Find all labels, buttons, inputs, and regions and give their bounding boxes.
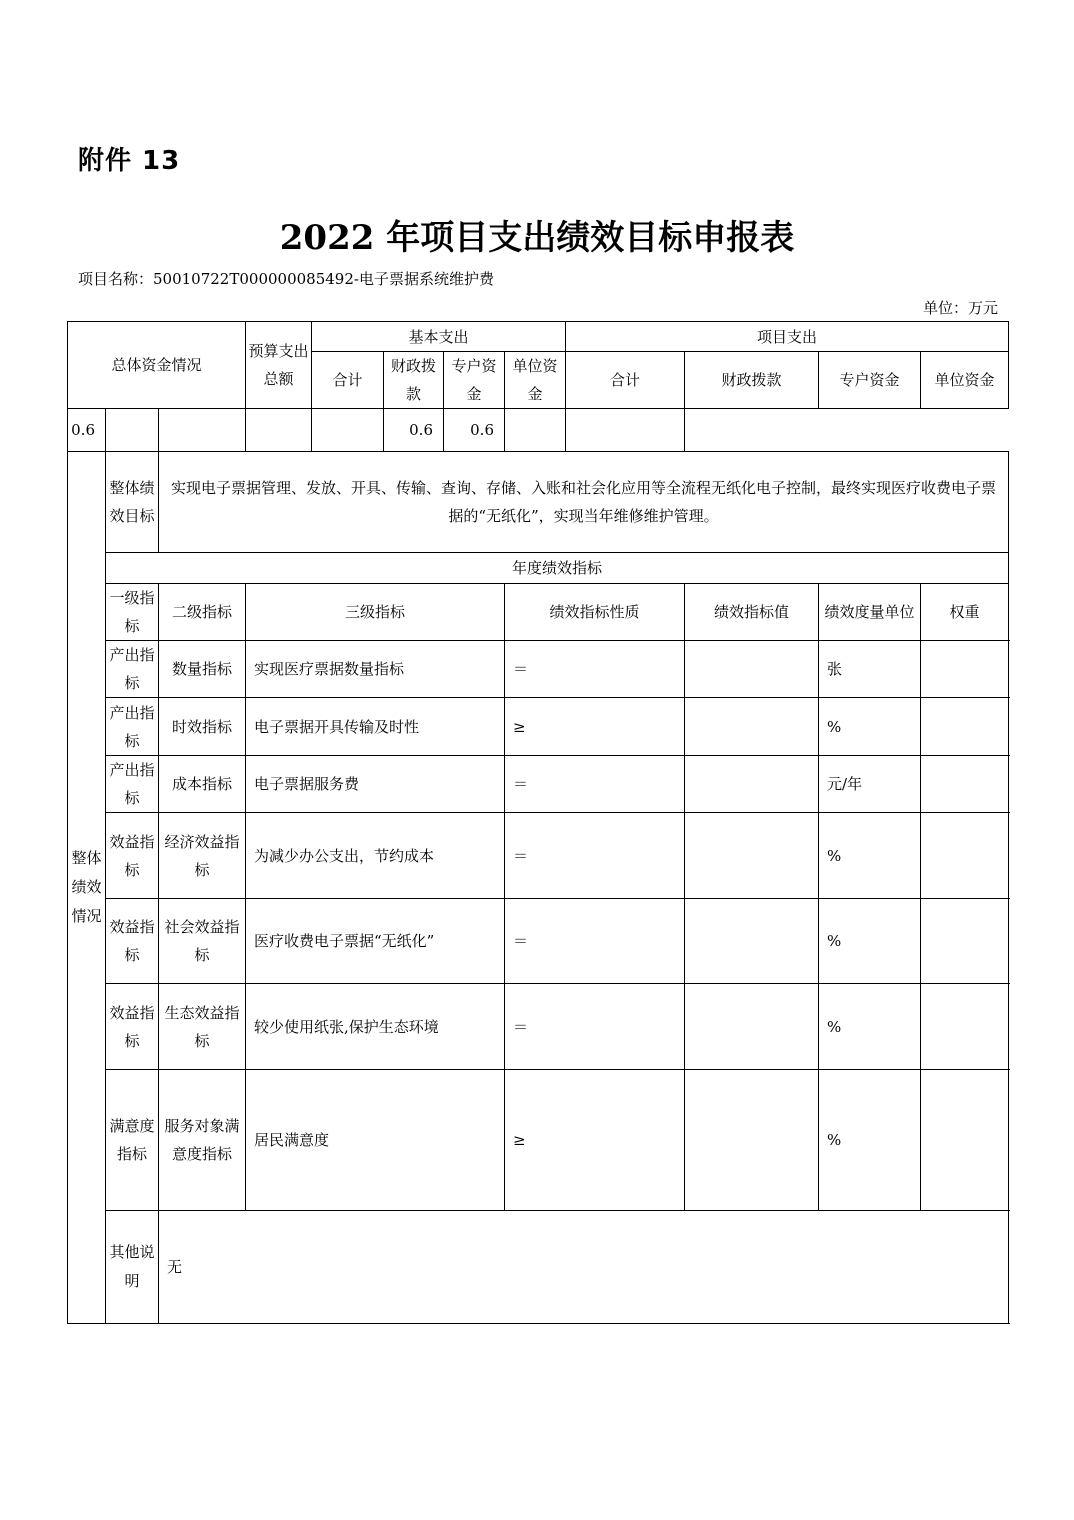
nature-cell: ＝ — [505, 899, 685, 984]
budget-total-label: 预算支出总额 — [246, 322, 312, 409]
value-cell — [685, 698, 819, 756]
basic-unit-value — [312, 409, 384, 452]
basic-total-label: 合计 — [312, 352, 384, 409]
basic-special-label: 专户资金 — [444, 352, 505, 409]
level1-cell: 产出指标 — [106, 641, 159, 698]
goal-label: 整体绩效目标 — [106, 452, 159, 553]
basic-total-value — [106, 409, 159, 452]
value-cell — [685, 984, 819, 1070]
level1-header: 一级指标 — [106, 584, 159, 641]
project-unit-value — [566, 409, 685, 452]
value-cell — [685, 813, 819, 899]
nature-cell: ＝ — [505, 756, 685, 813]
nature-header: 绩效指标性质 — [505, 584, 685, 641]
level3-cell: 医疗收费电子票据“无纸化” — [246, 899, 505, 984]
unit-cell: % — [819, 984, 921, 1070]
project-unit-label: 单位资金 — [921, 352, 1009, 409]
project-total-value: 0.6 — [384, 409, 444, 452]
level1-cell: 产出指标 — [106, 698, 159, 756]
nature-cell: ≥ — [505, 1070, 685, 1211]
value-header: 绩效指标值 — [685, 584, 819, 641]
attachment-label: 附件 13 — [78, 146, 181, 176]
level2-cell: 时效指标 — [159, 698, 246, 756]
level2-cell: 服务对象满意度指标 — [159, 1070, 246, 1211]
basic-fiscal-value — [159, 409, 246, 452]
weight-cell — [921, 984, 1009, 1070]
unit-label: 单位：万元 — [922, 299, 998, 317]
weight-cell — [921, 813, 1009, 899]
project-fiscal-value: 0.6 — [444, 409, 505, 452]
level3-cell: 居民满意度 — [246, 1070, 505, 1211]
level1-cell: 效益指标 — [106, 813, 159, 899]
project-name: 项目名称：50010722T000000085492-电子票据系统维护费 — [78, 270, 494, 288]
table-row — [68, 756, 1009, 813]
measure-unit-header: 绩效度量单位 — [819, 584, 921, 641]
weight-cell — [921, 899, 1009, 984]
table-row — [68, 698, 1009, 756]
level1-cell: 效益指标 — [106, 899, 159, 984]
unit-cell: % — [819, 1070, 921, 1211]
level2-cell: 经济效益指标 — [159, 813, 246, 899]
project-fiscal-label: 财政拨款 — [685, 352, 819, 409]
unit-cell: % — [819, 698, 921, 756]
project-total-label: 合计 — [566, 352, 685, 409]
value-cell — [685, 641, 819, 698]
table-row — [68, 1070, 1009, 1211]
table-row — [68, 813, 1009, 899]
project-expenditure-label: 项目支出 — [566, 322, 1009, 352]
weight-cell — [921, 698, 1009, 756]
basic-unit-label: 单位资金 — [505, 352, 566, 409]
other-notes-label: 其他说明 — [106, 1211, 159, 1324]
project-special-label: 专户资金 — [819, 352, 921, 409]
budget-total-value: 0.6 — [68, 409, 106, 452]
level3-cell: 较少使用纸张,保护生态环境 — [246, 984, 505, 1070]
value-cell — [685, 899, 819, 984]
table-row — [68, 984, 1009, 1070]
level1-cell: 产出指标 — [106, 756, 159, 813]
basic-fiscal-label: 财政拨款 — [384, 352, 444, 409]
level3-cell: 电子票据开具传输及时性 — [246, 698, 505, 756]
other-notes-text: 无 — [159, 1211, 1009, 1324]
level1-cell: 满意度指标 — [106, 1070, 159, 1211]
table-row — [68, 899, 1009, 984]
table-row — [68, 641, 1009, 698]
project-special-value — [505, 409, 566, 452]
unit-cell: 元/年 — [819, 756, 921, 813]
level3-cell: 实现医疗票据数量指标 — [246, 641, 505, 698]
unit-cell: % — [819, 899, 921, 984]
nature-cell: ＝ — [505, 813, 685, 899]
basic-special-value — [246, 409, 312, 452]
nature-cell: ＝ — [505, 641, 685, 698]
level1-cell: 效益指标 — [106, 984, 159, 1070]
level2-header: 二级指标 — [159, 584, 246, 641]
basic-expenditure-label: 基本支出 — [312, 322, 566, 352]
goal-text: 实现电子票据管理、发放、开具、传输、查询、存储、入账和社会化应用等全流程无纸化电子控制，最终实现医疗收费电子票据的“无纸化”，实现当年维修维护管理。 — [159, 452, 1009, 553]
value-cell — [685, 1070, 819, 1211]
annual-indicators-label: 年度绩效指标 — [106, 553, 1009, 584]
weight-header: 权重 — [921, 584, 1009, 641]
value-cell — [685, 756, 819, 813]
level3-header: 三级指标 — [246, 584, 505, 641]
weight-cell — [921, 1070, 1009, 1211]
performance-section-label: 整体绩效情况 — [68, 452, 106, 1324]
level3-cell: 电子票据服务费 — [246, 756, 505, 813]
level2-cell: 生态效益指标 — [159, 984, 246, 1070]
weight-cell — [921, 756, 1009, 813]
level2-cell: 社会效益指标 — [159, 899, 246, 984]
level2-cell: 成本指标 — [159, 756, 246, 813]
page-title: 2022 年项目支出绩效目标申报表 — [279, 218, 795, 258]
performance-table — [67, 321, 1009, 1324]
level2-cell: 数量指标 — [159, 641, 246, 698]
unit-cell: 张 — [819, 641, 921, 698]
nature-cell: ＝ — [505, 984, 685, 1070]
weight-cell — [921, 641, 1009, 698]
unit-cell: % — [819, 813, 921, 899]
funds-section-label: 总体资金情况 — [68, 322, 246, 409]
nature-cell: ≥ — [505, 698, 685, 756]
level3-cell: 为减少办公支出，节约成本 — [246, 813, 505, 899]
